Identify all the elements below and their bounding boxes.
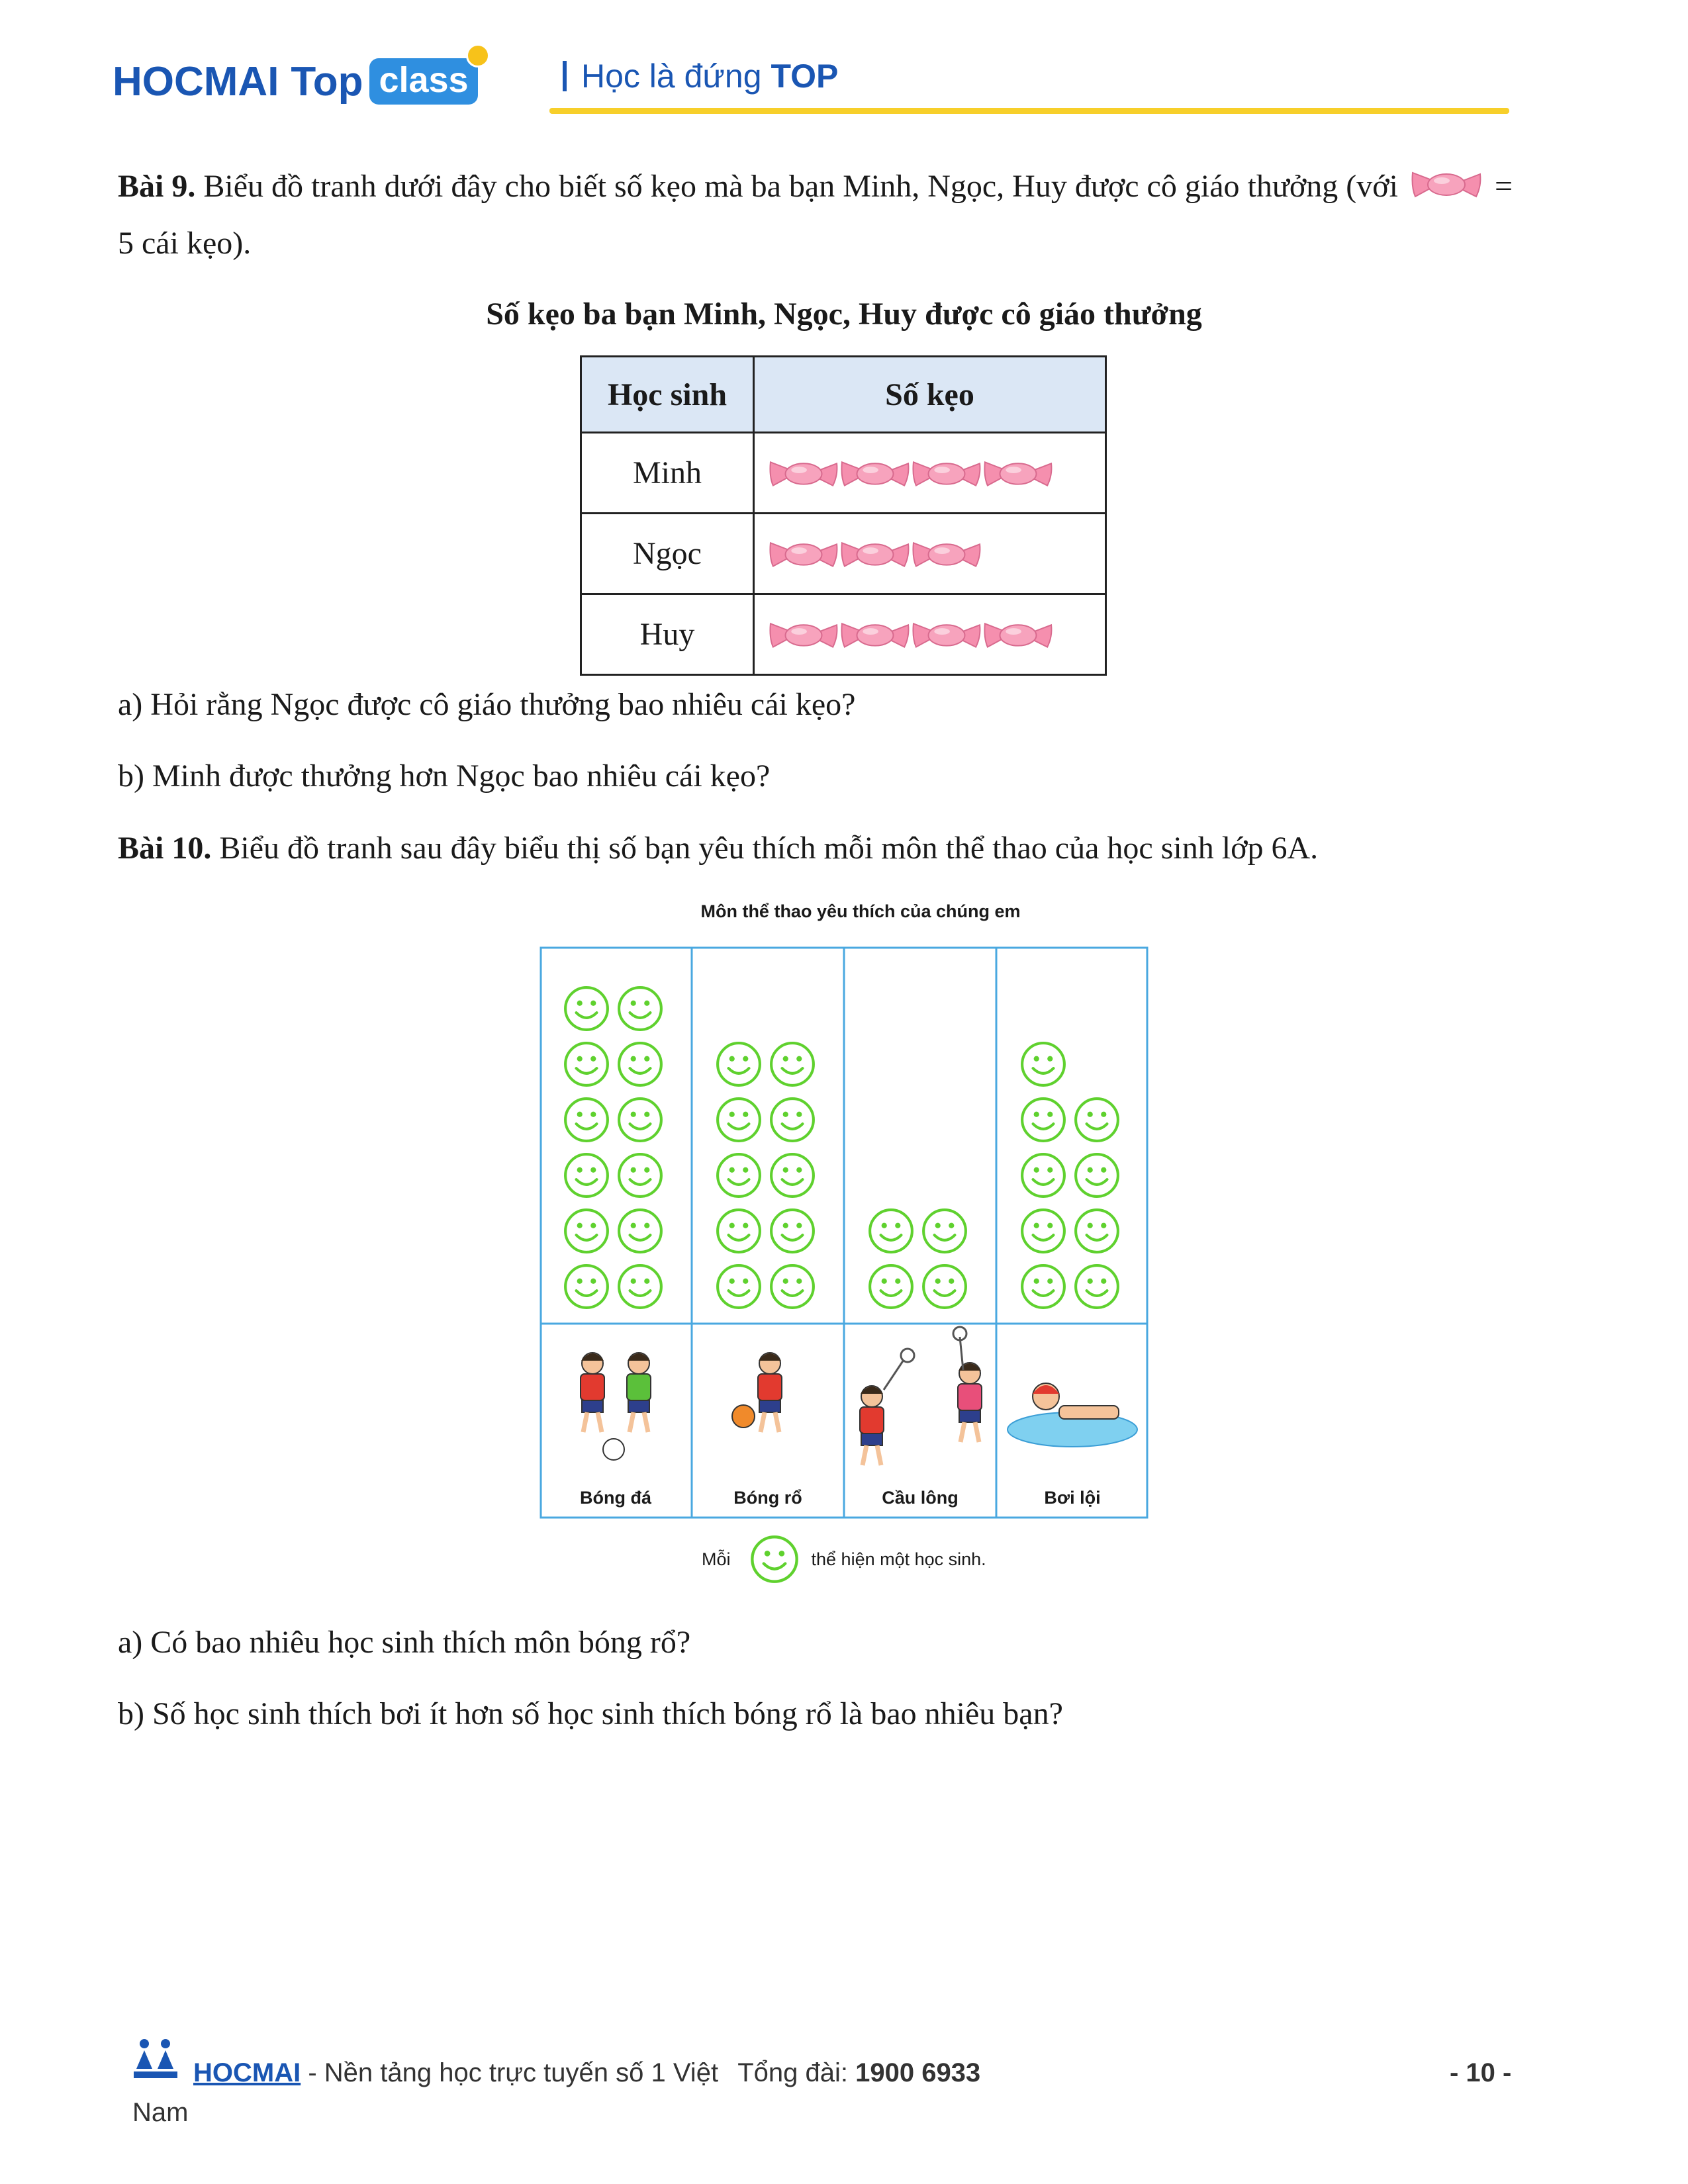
smiley-icon: [565, 1154, 608, 1197]
candy-icon: [911, 615, 982, 654]
logo-class-text: class: [379, 60, 469, 100]
smiley-icon: [565, 1043, 608, 1085]
smiley-icon: [718, 1043, 760, 1085]
smiley-icon: [1076, 1099, 1118, 1141]
chart-legend: [702, 1534, 986, 1584]
smiley-icon: [771, 1210, 814, 1252]
smiley-icon: [1022, 1210, 1064, 1252]
smiley-icon: [1076, 1210, 1118, 1252]
smiley-icon: [1022, 1043, 1064, 1085]
football-players-icon: [581, 1353, 651, 1460]
smiley-icon: [619, 1265, 661, 1308]
bai9-prompt: [118, 167, 1587, 206]
smiley-icon: [870, 1210, 912, 1252]
candy-row: [768, 454, 1104, 492]
logo-top: Top: [291, 58, 363, 105]
smiley-icon: [923, 1265, 966, 1308]
smiley-icon: [923, 1210, 966, 1252]
footer-tel: 1900 6933: [855, 2058, 981, 2087]
candy-table-title: Số kẹo ba bạn Minh, Ngọc, Huy được cô giáo thưởng: [486, 296, 1202, 332]
category-label: Bóng rổ: [733, 1488, 802, 1508]
candy-icon: [839, 454, 911, 492]
slogan-divider: [563, 61, 567, 91]
student-name: Ngọc: [581, 514, 754, 594]
candy-icon: [911, 454, 982, 492]
candy-icon: [982, 454, 1054, 492]
smiley-icon: [619, 1099, 661, 1141]
smiley-icon: [771, 1265, 814, 1308]
smiley-icon: [718, 1154, 760, 1197]
logo-class-badge: [369, 58, 477, 105]
smiley-icon: [619, 1043, 661, 1085]
bai9-text: Biểu đồ tranh dưới đây cho biết số kẹo mà ba bạn Minh, Ngọc, Huy được cô giáo thưởng (với: [203, 169, 1398, 204]
col-header-student: Học sinh: [581, 357, 754, 433]
smiley-icon: [870, 1265, 912, 1308]
bai9-label: Bài 9.: [118, 169, 196, 204]
candy-icon: [1410, 167, 1483, 201]
smiley-icon: [565, 1099, 608, 1141]
page-number: - 10 -: [1450, 2058, 1512, 2087]
bai10-question-a: a) Có bao nhiêu học sinh thích môn bóng rổ?: [118, 1625, 691, 1660]
candy-cell: [754, 433, 1106, 514]
sport-chart-title: Môn thể thao yêu thích của chúng em: [700, 901, 1021, 921]
legend-prefix: Mỗi: [702, 1549, 731, 1569]
hocmai-topclass-logo: [113, 52, 478, 111]
badminton-players-icon: [860, 1327, 982, 1465]
candy-icon: [768, 535, 839, 573]
star-icon: [466, 44, 490, 68]
candy-icon: [839, 535, 911, 573]
header-rule: [549, 108, 1509, 114]
smiley-icon: [749, 1534, 800, 1584]
chart-sprites: [581, 1327, 1137, 1465]
category-label: Cầu lông: [882, 1488, 959, 1508]
basketball-player-icon: [732, 1353, 782, 1432]
bai10-question-b: b) Số học sinh thích bơi ít hơn số học sinh thích bóng rổ là bao nhiêu bạn?: [118, 1696, 1063, 1731]
category-label: Bơi lội: [1044, 1488, 1101, 1508]
footer-text: [193, 2058, 980, 2088]
smiley-icon: [718, 1099, 760, 1141]
footer-brand-link[interactable]: HOCMAI: [193, 2058, 301, 2087]
candy-icon: [768, 615, 839, 654]
bai9-line2: 5 cái kẹo).: [118, 226, 252, 261]
slogan-top: TOP: [771, 58, 839, 95]
table-row: [581, 433, 1106, 514]
col-header-candies: Số kẹo: [754, 357, 1106, 433]
smiley-icon: [565, 987, 608, 1030]
candy-row: [768, 535, 1104, 573]
logo-brand: HOCMAI: [113, 58, 279, 105]
student-name: Huy: [581, 594, 754, 675]
bai10-label: Bài 10.: [118, 831, 212, 866]
smiley-icon: [619, 1154, 661, 1197]
candy-icon: [911, 535, 982, 573]
smiley-icon: [771, 1043, 814, 1085]
candy-icon: [839, 615, 911, 654]
bai10-text: Biểu đồ tranh sau đây biểu thị số bạn yêu thích mỗi môn thể thao của học sinh lớp 6A.: [219, 831, 1319, 866]
smiley-icon: [771, 1099, 814, 1141]
bai10-prompt: [118, 829, 1587, 868]
smiley-icon: [565, 1210, 608, 1252]
table-row: [581, 514, 1106, 594]
footer-wrap-text: Nam: [132, 2098, 189, 2127]
smiley-icon: [619, 1210, 661, 1252]
smiley-icon: [1022, 1099, 1064, 1141]
table-row: [581, 594, 1106, 675]
candy-row: [768, 615, 1104, 654]
footer-tel-label: Tổng đài:: [737, 2058, 848, 2087]
smiley-icon: [565, 1265, 608, 1308]
smiley-icon: [1076, 1265, 1118, 1308]
candy-icon: [768, 454, 839, 492]
bai9-equals: =: [1494, 169, 1513, 204]
candy-cell: [754, 514, 1106, 594]
smiley-icon: [771, 1154, 814, 1197]
smiley-icon: [1022, 1154, 1064, 1197]
smiley-icon: [718, 1210, 760, 1252]
candy-icon: [982, 615, 1054, 654]
table-header-row: [581, 357, 1106, 433]
bai9-question-a: a) Hỏi rằng Ngọc được cô giáo thưởng bao nhiêu cái kẹo?: [118, 687, 856, 722]
smiley-icon: [1076, 1154, 1118, 1197]
smiley-icon: [619, 987, 661, 1030]
chart-smileys: [565, 987, 1118, 1308]
swimmer-icon: [1008, 1383, 1137, 1447]
header-slogan: [563, 57, 838, 95]
slogan-text: Học là đứng: [581, 58, 762, 95]
student-name: Minh: [581, 433, 754, 514]
hocmai-footer-logo-icon: [130, 2037, 183, 2083]
smiley-icon: [1022, 1265, 1064, 1308]
candy-cell: [754, 594, 1106, 675]
legend-suffix: thể hiện một học sinh.: [811, 1549, 986, 1569]
candy-pictograph-table: [580, 355, 1107, 676]
bai9-question-b: b) Minh được thưởng hơn Ngọc bao nhiêu cái kẹo?: [118, 758, 771, 794]
smiley-icon: [718, 1265, 760, 1308]
sport-pictograph: [539, 946, 1149, 1522]
footer-tagline: - Nền tảng học trực tuyến số 1 Việt: [308, 2058, 719, 2087]
category-label: Bóng đá: [580, 1488, 651, 1508]
chart-labels: [580, 1488, 1101, 1508]
